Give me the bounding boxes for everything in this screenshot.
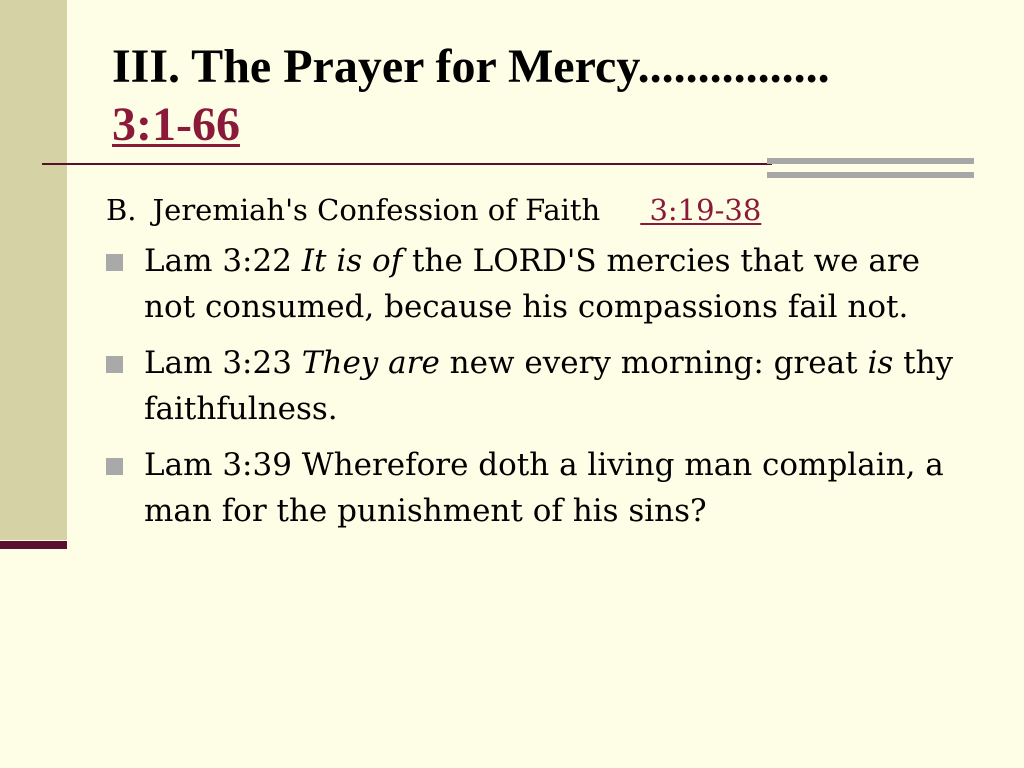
verse-list <box>106 238 966 534</box>
list-item <box>106 340 966 432</box>
slide-content <box>106 190 966 544</box>
left-decorative-bar <box>0 0 67 540</box>
title-main-text: III. The Prayer for Mercy................ <box>112 40 830 93</box>
verse-text-2: thy faithfulness. <box>144 345 954 427</box>
verse-text: Wherefore doth a living man complain, a man for the punishment of his sins? <box>144 447 944 529</box>
title-divider-line <box>42 163 772 165</box>
decorative-gray-bar-bottom <box>767 172 974 178</box>
square-bullet-icon <box>106 254 123 271</box>
left-bar-accent <box>0 541 67 549</box>
section-reference-link[interactable]: 3:19-38 <box>640 193 762 227</box>
square-bullet-icon <box>106 356 123 373</box>
section-heading <box>106 190 966 230</box>
slide-title <box>112 38 992 154</box>
decorative-gray-bar-top <box>767 158 974 164</box>
verse-text: the LORD'S mercies that we are not consumed, because his compassions fail not. <box>144 243 920 325</box>
list-item <box>106 238 966 330</box>
verse-ref: Lam 3:23 <box>144 345 302 381</box>
verse-ref: Lam 3:39 <box>144 447 302 483</box>
section-letter: B. <box>106 193 137 227</box>
verse-text: new every morning: great <box>439 345 868 381</box>
verse-italic: They are <box>301 345 440 381</box>
verse-ref: Lam 3:22 <box>144 243 302 279</box>
title-reference-link[interactable]: 3:1-66 <box>112 98 240 151</box>
verse-italic: It is of <box>301 243 403 279</box>
list-item <box>106 442 966 534</box>
verse-italic-2: is <box>867 345 894 381</box>
section-heading-text: Jeremiah's Confession of Faith <box>152 193 601 227</box>
square-bullet-icon <box>106 458 123 475</box>
